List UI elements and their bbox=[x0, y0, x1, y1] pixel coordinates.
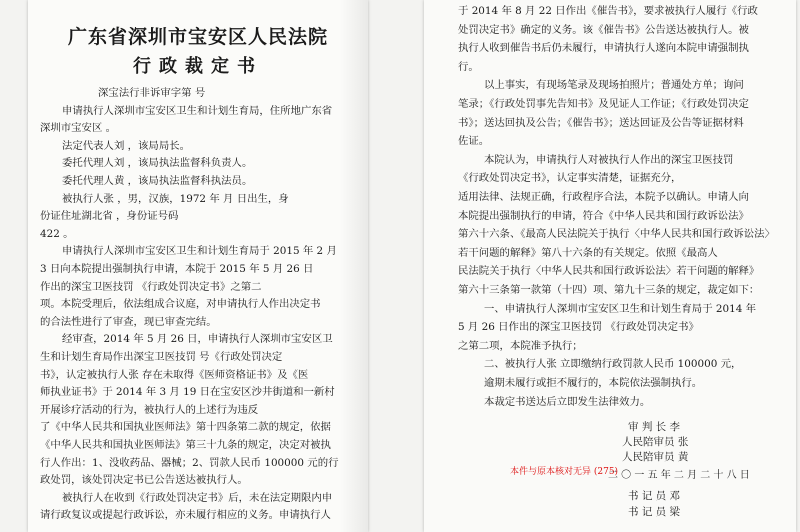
left-text-line: 开展诊疗活动的行为，被执行人的上述行为违反 bbox=[40, 403, 259, 416]
right-page bbox=[424, 0, 796, 532]
left-text-line: 项。本院受理后，依法组成合议庭，对申请执行人作出决定书 bbox=[40, 298, 321, 311]
left-text-line: 申请执行人深圳市宝安区卫生和计划生育局，住所地广东省 bbox=[62, 104, 333, 117]
presiding-judge: 审 判 长 李 bbox=[628, 421, 681, 433]
right-text-line: 《行政处罚决定书》，认定事实清楚，证据充分， bbox=[458, 172, 682, 185]
juror-2: 人民陪审员 黄 bbox=[622, 451, 689, 463]
left-text-line: 《中华人民共和国执业医师法》第三十九条的规定，决定对被执 bbox=[40, 439, 331, 451]
right-text-line: 一、申请执行人深圳市宝安区卫生和计划生育局于 2014 年 bbox=[484, 302, 757, 315]
clerk-1: 书 记 员 邓 bbox=[628, 490, 681, 502]
right-text-line: 二、被执行人张 立即缴纳行政罚款人民币 100000 元， bbox=[484, 358, 742, 371]
copy-verification-stamp: 本件与原本核对无异 (275) bbox=[510, 467, 619, 477]
left-text-line: 法定代表人刘 ，该局局长。 bbox=[62, 139, 190, 152]
right-text-line: 第六十六条、《最高人民法院关于执行〈中华人民共和国行政诉讼法〉 bbox=[458, 228, 775, 241]
right-text-line: 以上事实，有现场笔录及现场拍照片；普通处方单；询问 bbox=[484, 79, 744, 92]
right-text-line: 若干问题的解释》第八十六条的有关规定。依照《最高人 bbox=[458, 246, 718, 259]
judgment-date: 二 〇 一 五 年 二 月 二 十 八 日 bbox=[608, 470, 750, 481]
left-text-line: 3 日向本院提出强制执行申请，本院于 2015 年 5 月 26 日 bbox=[40, 263, 314, 275]
juror-1: 人民陪审员 张 bbox=[622, 436, 689, 448]
left-text-line: 委托代理人刘 ，该局执法监督科负责人。 bbox=[62, 157, 253, 170]
left-text-line: 份证住址湖北省 ，身份证号码 bbox=[40, 210, 179, 223]
right-text-line: 处罚决定书》确定的义务。该《催告书》公告送达被执行人。被 bbox=[458, 23, 749, 36]
left-text-line: 书》，认定被执行人张 存在未取得《医师资格证书》及《医 bbox=[40, 368, 309, 381]
left-text-line: 了《中华人民共和国执业医师法》第十四条第二款的规定，依据 bbox=[40, 421, 331, 434]
left-text-line: 被执行人张 ，男，汉族，1972 年 月 日出生，身 bbox=[62, 192, 289, 205]
right-text-line: 逾期未履行或拒不履行的，本院依法强制执行。 bbox=[484, 377, 703, 389]
left-text-line: 的合法性进行了审查，现已审查完结。 bbox=[40, 315, 217, 328]
left-text-line: 行人作出：1、没收药品、器械；2、罚款人民币 100000 元的行 bbox=[40, 456, 339, 469]
left-text-line: 深宝法行非诉审字第 号 bbox=[98, 87, 206, 99]
right-text-line: 5 月 26 日作出的深宝卫医技罚 《行政处罚决定书》 bbox=[458, 321, 699, 334]
left-text-line: 申请执行人深圳市宝安区卫生和计划生育局于 2015 年 2 月 bbox=[62, 245, 337, 258]
clerk-2: 书 记 员 梁 bbox=[628, 506, 681, 518]
right-text-line: 本院提出强制执行的申请，符合《中华人民共和国行政诉讼法》 bbox=[458, 209, 749, 222]
left-text-line: 经审查，2014 年 5 月 26 日，申请执行人深圳市宝安区卫 bbox=[62, 333, 333, 346]
left-text-line: 师执业证书》于 2014 年 3 月 19 日在宝安区沙井街道和一新村 bbox=[40, 386, 335, 399]
left-text-line: 深圳市宝安区 。 bbox=[40, 122, 117, 135]
left-text-line: 政处罚，该处罚决定书已公告送达被执行人。 bbox=[40, 474, 248, 487]
left-text-line: 请行政复议或提起行政诉讼，亦未履行相应的义务。申请执行人 bbox=[40, 509, 331, 522]
court-name: 广东省深圳市宝安区人民法院 bbox=[67, 26, 328, 48]
left-text-line: 422 。 bbox=[40, 227, 74, 240]
left-text-line: 作出的深宝卫医技罚 《行政处罚决定书》之第二 bbox=[40, 280, 262, 293]
left-text-line: 生和计划生育局作出深宝卫医技罚 号《行政处罚决定 bbox=[40, 351, 283, 363]
left-text-line: 被执行人在收到《行政处罚决定书》后，未在法定期限内申 bbox=[62, 491, 333, 504]
right-text-line: 适用法律、法规正确，行政程序合法，本院予以确认。申请人向 bbox=[458, 191, 749, 203]
right-text-line: 之第二项，本院准予执行； bbox=[458, 339, 583, 352]
left-page bbox=[28, 0, 368, 532]
right-text-line: 本院认为，申请执行人对被执行人作出的深宝卫医技罚 bbox=[484, 153, 734, 166]
document-type: 行政裁定书 bbox=[133, 56, 263, 77]
right-text-line: 第六十三条第一款第（十四）项、第九十三条的规定，裁定如下： bbox=[458, 284, 760, 296]
right-text-line: 执行人收到催告书后仍未履行，申请执行人遂向本院申请强制执 bbox=[458, 42, 749, 55]
page-fold-shadow bbox=[340, 0, 368, 532]
left-text-line: 委托代理人黄 ，该局执法监督科执法员。 bbox=[62, 175, 253, 187]
right-text-line: 于 2014 年 8 月 22 日作出《催告书》，要求被执行人履行《行政 bbox=[458, 5, 758, 17]
right-text-line: 行。 bbox=[458, 60, 479, 73]
right-text-line: 本裁定书送达后立即发生法律效力。 bbox=[484, 395, 651, 408]
right-text-line: 书》；送达回执及公告；《催告书》；送达回证及公告等证据材料 bbox=[458, 116, 744, 129]
right-text-line: 笔录；《行政处罚事先告知书》及见证人工作证；《行政处罚决定 bbox=[458, 98, 749, 110]
right-text-line: 民法院关于执行〈中华人民共和国行政诉讼法〉若干问题的解释》 bbox=[458, 265, 760, 278]
right-text-line: 佐证。 bbox=[458, 135, 490, 148]
